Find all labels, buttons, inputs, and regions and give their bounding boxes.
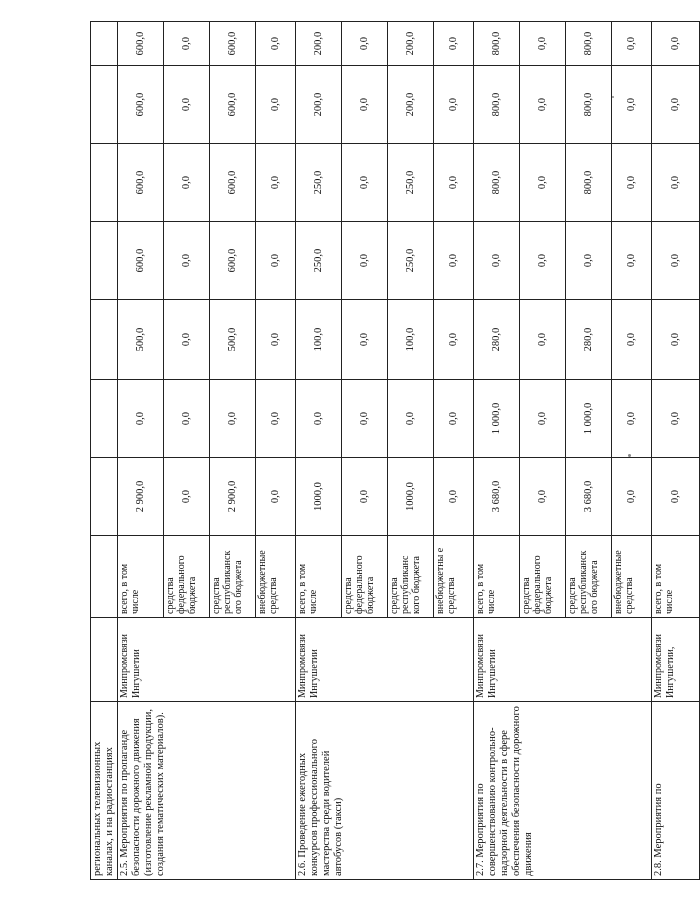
funding-value-cell: 0,0 xyxy=(612,22,652,66)
event-name-cell: 2.6. Проведение ежегодных конкурсов профессионального мастерства среди водителей автобусов (такси) xyxy=(296,702,474,880)
funding-value-cell: 800,0 xyxy=(474,22,520,66)
funding-value-cell: 0,0 xyxy=(612,458,652,536)
funding-value-cell: 0,0 xyxy=(256,300,296,380)
funding-value-cell: 500,0 xyxy=(118,300,164,380)
funding-value-cell: 1000,0 xyxy=(388,458,434,536)
scan-speck xyxy=(628,454,631,457)
carry-over-row xyxy=(91,22,118,880)
funding-value-cell: 0,0 xyxy=(520,300,566,380)
empty-cell xyxy=(91,536,118,618)
funding-value-cell: 0,0 xyxy=(342,66,388,144)
funding-value-cell: 0,0 xyxy=(164,458,210,536)
funding-value-cell: 600,0 xyxy=(210,144,256,222)
funding-value-cell: 800,0 xyxy=(474,66,520,144)
funding-value-cell: 0,0 xyxy=(256,144,296,222)
funding-value-cell: 0,0 xyxy=(342,458,388,536)
funding-value-cell: 280,0 xyxy=(566,300,612,380)
funding-value-cell: 0,0 xyxy=(652,458,700,536)
funding-source-label: средства федерального бюджета xyxy=(164,536,210,618)
funding-value-cell: 100,0 xyxy=(388,300,434,380)
funding-value-cell: 200,0 xyxy=(388,66,434,144)
funding-value-cell: 600,0 xyxy=(210,222,256,300)
funding-value-cell: 0,0 xyxy=(164,300,210,380)
empty-cell xyxy=(91,22,118,66)
empty-cell xyxy=(91,458,118,536)
event-name-cell: 2.7. Мероприятия по совершенствованию контрольно-надзорной деятельности в сфере обеспечения безопасности дорожного движения xyxy=(474,702,652,880)
funding-value-cell: 200,0 xyxy=(296,22,342,66)
funding-value-cell: 0,0 xyxy=(164,22,210,66)
funding-value-cell: 500,0 xyxy=(210,300,256,380)
funding-value-cell: 0,0 xyxy=(434,222,474,300)
funding-value-cell: 100,0 xyxy=(296,300,342,380)
funding-value-cell: 0,0 xyxy=(342,222,388,300)
table-body xyxy=(91,22,700,880)
funding-value-cell: 0,0 xyxy=(474,222,520,300)
funding-value-cell: 250,0 xyxy=(296,144,342,222)
funding-value-cell: 0,0 xyxy=(434,300,474,380)
funding-value-cell: 0,0 xyxy=(256,66,296,144)
funding-value-cell: 600,0 xyxy=(210,22,256,66)
funding-value-cell: 250,0 xyxy=(388,144,434,222)
funding-value-cell: 200,0 xyxy=(296,66,342,144)
funding-value-cell: 0,0 xyxy=(520,22,566,66)
event-name-cell: 2.5. Мероприятия по пропаганде безопасности дорожного движения (изготовление рекламной продукции, создания тематических материалов). xyxy=(118,702,296,880)
funding-value-cell: 600,0 xyxy=(118,22,164,66)
funding-value-cell: 0,0 xyxy=(342,22,388,66)
funding-value-cell: 1 000,0 xyxy=(566,380,612,458)
funding-value-cell: 0,0 xyxy=(434,458,474,536)
funding-value-cell: 2 900,0 xyxy=(210,458,256,536)
funding-value-cell: 0,0 xyxy=(118,380,164,458)
funding-value-cell: 600,0 xyxy=(118,66,164,144)
funding-value-cell: 600,0 xyxy=(210,66,256,144)
section-4-row xyxy=(652,22,700,880)
funding-value-cell: 0,0 xyxy=(164,380,210,458)
funding-value-cell: 800,0 xyxy=(566,66,612,144)
funding-value-cell: 0,0 xyxy=(612,66,652,144)
funding-value-cell: 200,0 xyxy=(388,22,434,66)
funding-source-label: средства федерального бюджета xyxy=(342,536,388,618)
funding-value-cell: 800,0 xyxy=(566,22,612,66)
funding-value-cell: 800,0 xyxy=(474,144,520,222)
funding-source-label: всего, в том числе xyxy=(474,536,520,618)
funding-source-label: средства федерального бюджета xyxy=(520,536,566,618)
funding-value-cell: 0,0 xyxy=(612,222,652,300)
empty-cell xyxy=(91,380,118,458)
funding-source-label: средства республиканск ого бюджета xyxy=(210,536,256,618)
funding-value-cell: 0,0 xyxy=(296,380,342,458)
funding-value-cell: 0,0 xyxy=(520,222,566,300)
funding-value-cell: 0,0 xyxy=(164,66,210,144)
responsible-organization-cell: Минпромсвязи Ингушетии xyxy=(474,618,652,702)
funding-source-label: всего, в том числе xyxy=(118,536,164,618)
funding-value-cell: 0,0 xyxy=(652,380,700,458)
funding-value-cell: 0,0 xyxy=(612,380,652,458)
section-2-row xyxy=(296,22,342,880)
funding-value-cell: 3 680,0 xyxy=(566,458,612,536)
funding-value-cell: 0,0 xyxy=(434,380,474,458)
funding-source-label: внебюджетны е средства xyxy=(434,536,474,618)
funding-value-cell: 0,0 xyxy=(520,380,566,458)
funding-source-label: всего, в том числе xyxy=(296,536,342,618)
funding-value-cell: 0,0 xyxy=(612,144,652,222)
funding-value-cell: 600,0 xyxy=(118,222,164,300)
funding-value-cell: 0,0 xyxy=(256,380,296,458)
section-3-row xyxy=(474,22,520,880)
funding-value-cell: 0,0 xyxy=(652,144,700,222)
empty-cell xyxy=(91,222,118,300)
funding-source-label: внебюджетные средства xyxy=(612,536,652,618)
funding-value-cell: 0,0 xyxy=(520,144,566,222)
funding-value-cell: 0,0 xyxy=(434,22,474,66)
funding-source-label: средства республиканск ого бюджета xyxy=(566,536,612,618)
funding-value-cell: 0,0 xyxy=(256,458,296,536)
funding-value-cell: 0,0 xyxy=(652,300,700,380)
event-name-cell: 2.8. Мероприятия по xyxy=(652,702,700,880)
funding-source-label: внебюджетные средства xyxy=(256,536,296,618)
funding-value-cell: 2 900,0 xyxy=(118,458,164,536)
empty-cell xyxy=(91,618,118,702)
funding-value-cell: 0,0 xyxy=(164,144,210,222)
funding-value-cell: 0,0 xyxy=(520,66,566,144)
empty-cell xyxy=(91,300,118,380)
responsible-organization-cell: Минпромсвязи Ингушетии xyxy=(296,618,474,702)
funding-source-label: всего, в том числе xyxy=(652,536,700,618)
carry-over-event-cell: региональных телевизионных каналах, и на радиостанциях xyxy=(91,702,118,880)
funding-value-cell: 600,0 xyxy=(118,144,164,222)
funding-value-cell: 0,0 xyxy=(612,300,652,380)
funding-value-cell: 0,0 xyxy=(434,144,474,222)
funding-value-cell: 0,0 xyxy=(210,380,256,458)
funding-value-cell: 0,0 xyxy=(342,300,388,380)
funding-value-cell: 0,0 xyxy=(342,144,388,222)
funding-value-cell: 0,0 xyxy=(652,66,700,144)
responsible-organization-cell: Минпромсвязи Ингушетии xyxy=(118,618,296,702)
scan-speck xyxy=(612,96,614,98)
empty-cell xyxy=(91,144,118,222)
funding-value-cell: 0,0 xyxy=(256,222,296,300)
funding-value-cell: 0,0 xyxy=(342,380,388,458)
funding-value-cell: 1000,0 xyxy=(296,458,342,536)
program-funding-table xyxy=(90,21,700,880)
funding-value-cell: 1 000,0 xyxy=(474,380,520,458)
rotated-table-sheet xyxy=(90,22,681,880)
funding-value-cell: 3 680,0 xyxy=(474,458,520,536)
funding-value-cell: 800,0 xyxy=(566,144,612,222)
funding-value-cell: 0,0 xyxy=(434,66,474,144)
responsible-organization-cell: Минпромсвязи Ингушетии, xyxy=(652,618,700,702)
funding-value-cell: 0,0 xyxy=(520,458,566,536)
funding-value-cell: 250,0 xyxy=(388,222,434,300)
empty-cell xyxy=(91,66,118,144)
funding-value-cell: 250,0 xyxy=(296,222,342,300)
section-1-row xyxy=(118,22,164,880)
funding-value-cell: 0,0 xyxy=(652,22,700,66)
funding-value-cell: 280,0 xyxy=(474,300,520,380)
funding-value-cell: 0,0 xyxy=(566,222,612,300)
funding-value-cell: 0,0 xyxy=(652,222,700,300)
funding-value-cell: 0,0 xyxy=(388,380,434,458)
funding-value-cell: 0,0 xyxy=(164,222,210,300)
funding-source-label: средства республиканс кого бюджета xyxy=(388,536,434,618)
funding-value-cell: 0,0 xyxy=(256,22,296,66)
